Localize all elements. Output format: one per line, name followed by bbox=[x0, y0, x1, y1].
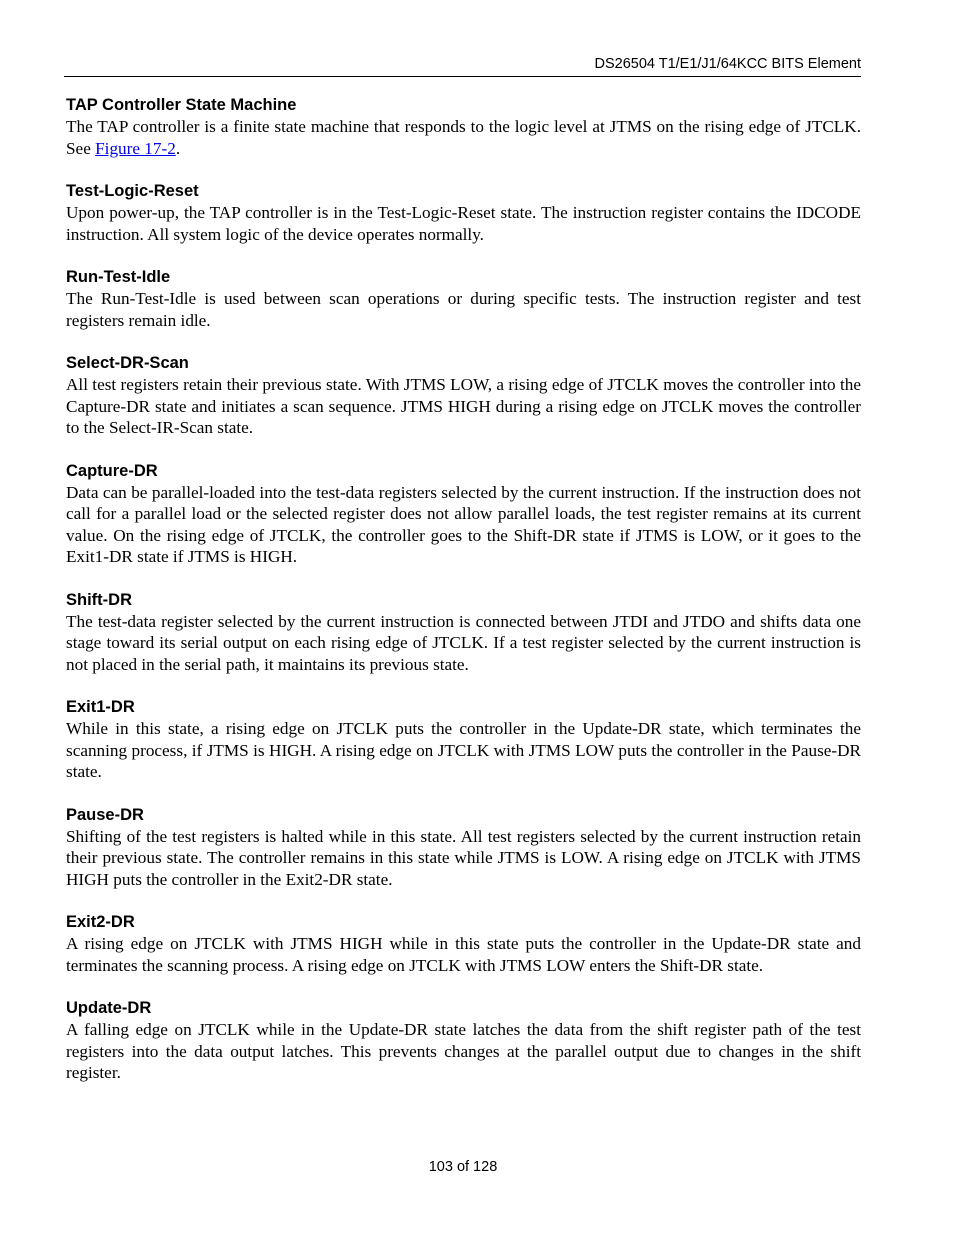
section-heading: TAP Controller State Machine bbox=[66, 96, 297, 114]
section-heading: Pause-DR bbox=[66, 805, 144, 824]
section-capture-dr bbox=[66, 460, 861, 568]
section-paragraph: While in this state, a rising edge on JTCLK puts the controller in the Update-DR state, which terminates the scanning process, if JTMS is HIGH. A rising edge on JTCLK with JTMS LOW puts the controller in the Pause-DR state. bbox=[66, 719, 861, 781]
paragraph-text-end: . bbox=[175, 138, 181, 158]
paragraph-text: The TAP controller is a finite state machine that responds to the logic level at JTMS on the rising edge of JTCLK. See bbox=[66, 117, 861, 158]
section-heading: Run-Test-Idle bbox=[66, 268, 171, 286]
section-paragraph: Data can be parallel-loaded into the test-data registers selected by the current instruction. If the instruction does not call for a parallel load or the selected register does not allow parallel loads, the test register remains at its current value. On the rising edge of JTCLK, the controller goes to the Shift-DR state if JTMS is LOW, or it goes to the Exit1-DR state if JTMS is HIGH. bbox=[66, 482, 861, 566]
section-paragraph: The test-data register selected by the current instruction is connected between JTDI and JTDO and shifts data one stage toward its serial output on each rising edge of JTCLK. If a test register selected by the current instruction is not placed in the serial path, it maintains its previous state. bbox=[66, 611, 861, 674]
section-heading: Select-DR-Scan bbox=[66, 354, 189, 372]
section-paragraph: All test registers retain their previous state. With JTMS LOW, a rising edge of JTCLK moves the controller into the Capture-DR state and initiates a scan sequence. JTMS HIGH during a rising edge on JTCLK moves the controller to the Select-IR-Scan state. bbox=[66, 375, 861, 437]
section-tap-controller-state-machine bbox=[66, 94, 861, 159]
section-test-logic-reset bbox=[66, 180, 861, 245]
section-select-dr-scan bbox=[66, 352, 861, 439]
page-header: DS26504 T1/E1/J1/64KCC BITS Element bbox=[594, 56, 861, 72]
page-body bbox=[66, 94, 861, 1105]
section-heading: Exit2-DR bbox=[66, 913, 135, 931]
header-divider bbox=[64, 76, 861, 77]
section-paragraph: Upon power-up, the TAP controller is in the Test-Logic-Reset state. The instruction register contains the IDCODE instruction. All system logic of the device operates normally. bbox=[66, 203, 861, 244]
section-exit2-dr bbox=[66, 911, 861, 976]
section-shift-dr bbox=[66, 589, 861, 676]
section-paragraph: A falling edge on JTCLK while in the Update-DR state latches the data from the shift register path of the test registers into the data output latches. This prevents changes at the parallel output due to changes in the shift register. bbox=[66, 1020, 861, 1082]
section-exit1-dr bbox=[66, 696, 861, 783]
section-heading: Shift-DR bbox=[66, 590, 132, 609]
page-number: 103 of 128 bbox=[428, 1159, 498, 1175]
section-paragraph bbox=[66, 116, 861, 159]
section-pause-dr bbox=[66, 804, 861, 891]
section-update-dr bbox=[66, 997, 861, 1084]
figure-link[interactable]: Figure 17-2 bbox=[95, 138, 176, 158]
section-run-test-idle bbox=[66, 266, 861, 331]
section-heading: Capture-DR bbox=[66, 461, 158, 480]
section-paragraph: A rising edge on JTCLK with JTMS HIGH while in this state puts the controller in the Update-DR state and terminates the scanning process. A rising edge on JTCLK with JTMS LOW enters the Shift-DR state. bbox=[66, 934, 861, 975]
section-heading: Exit1-DR bbox=[66, 698, 135, 716]
section-paragraph: The Run-Test-Idle is used between scan operations or during specific tests. The instruction register and test registers remain idle. bbox=[66, 289, 861, 330]
section-paragraph: Shifting of the test registers is halted while in this state. All test registers selected by the current instruction retain their previous state. The controller remains in this state while JTMS is LOW. A rising edge on JTCLK with JTMS HIGH puts the controller in the Exit2-DR state. bbox=[66, 826, 861, 889]
section-heading: Test-Logic-Reset bbox=[66, 182, 199, 200]
section-heading: Update-DR bbox=[66, 999, 152, 1017]
